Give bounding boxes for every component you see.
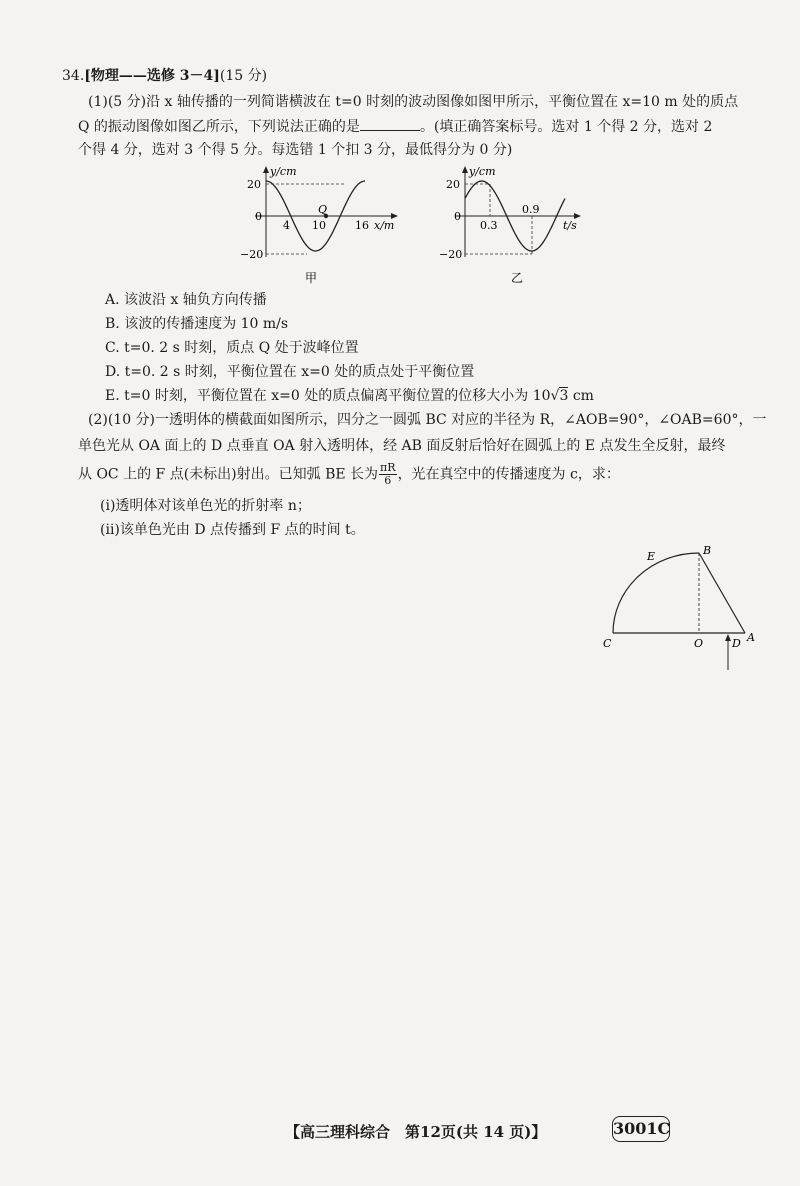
jia-y-bottom: −20: [240, 248, 264, 261]
jia-xlabel: x/m: [374, 219, 395, 232]
jia-point-label: Q: [318, 203, 328, 216]
yi-origin: 0: [454, 210, 461, 223]
label-d: D: [732, 637, 741, 650]
subquestion-2: (ⅱ)该单色光由 D 点传播到 F 点的时间 t。: [100, 522, 365, 538]
fraction-denominator: 6: [384, 474, 392, 487]
yi-tick-03: 0.3: [480, 219, 498, 232]
question-header: [62, 66, 267, 86]
label-c: C: [603, 637, 612, 650]
label-a: A: [747, 631, 755, 644]
jia-ylabel: y/cm: [270, 165, 297, 178]
jia-origin: 0: [255, 210, 262, 223]
part1-line2a: Q 的振动图像如图乙所示，下列说法正确的是: [78, 119, 360, 135]
fraction-numerator: πR: [380, 461, 396, 474]
part2-line2: 单色光从 OA 面上的 D 点垂直 OA 射入透明体，经 AB 面反射后恰好在圆弧上的 E 点发生全反射，最终: [78, 438, 726, 454]
page-footer: 【高三理科综合 第12页(共 14 页)】: [285, 1123, 547, 1141]
label-o: O: [694, 637, 704, 650]
jia-tick-16: 16: [355, 219, 369, 232]
yi-xlabel: t/s: [563, 219, 577, 232]
option-b: B. 该波的传播速度为 10 m/s: [105, 316, 289, 332]
part2-line3-pre: 从 OC 上的 F 点(未标出)射出。已知弧 BE 长为: [78, 466, 379, 483]
part2-line1: (2)(10 分)一透明体的横截面如图所示，四分之一圆弧 BC 对应的半径为 R，∠AOB=90°，∠OAB=60°，一: [88, 412, 767, 428]
part1-line2b: 。(填正确答案标号。选对 1 个得 2 分，选对 2: [419, 119, 713, 135]
jia-y-top: 20: [247, 178, 261, 191]
part2-line3: [78, 462, 620, 487]
geometry-figure: [595, 540, 770, 680]
option-d: D. t=0. 2 s 时刻，平衡位置在 x=0 处的质点处于平衡位置: [105, 364, 475, 380]
quarter-arc-bc: [613, 553, 699, 633]
question-number: 34.: [62, 68, 85, 84]
yi-tick-09: 0.9: [522, 203, 540, 216]
arc-fraction: [379, 462, 397, 487]
yi-ylabel: y/cm: [469, 165, 496, 178]
graph-yi: [420, 162, 600, 284]
light-ray-arrow: [725, 634, 731, 641]
yi-y-arrow: [462, 166, 468, 173]
option-e-root: 3: [559, 388, 569, 404]
option-a: A. 该波沿 x 轴负方向传播: [105, 292, 267, 308]
yi-caption: 乙: [511, 271, 524, 284]
yi-y-bottom: −20: [439, 248, 463, 261]
subquestion-1: (ⅰ)透明体对该单色光的折射率 n；: [100, 498, 311, 514]
jia-y-arrow: [263, 166, 269, 173]
yi-y-top: 20: [446, 178, 460, 191]
graph-jia: [225, 162, 415, 284]
option-c: C. t=0. 2 s 时刻，质点 Q 处于波峰位置: [105, 340, 359, 356]
sqrt-sign: √: [550, 388, 560, 404]
answer-blank[interactable]: [360, 116, 420, 131]
jia-tick-4: 4: [283, 219, 290, 232]
question-tag: [物理——选修 3－4]: [84, 68, 220, 84]
part1-line2: [78, 116, 712, 137]
question-points: (15 分): [219, 68, 268, 84]
exam-code: 3001C: [612, 1116, 670, 1142]
option-e-text: E. t=0 时刻，平衡位置在 x=0 处的质点偏离平衡位置的位移大小为 10: [105, 388, 551, 404]
option-e-unit: cm: [568, 388, 594, 404]
line-ab: [699, 553, 745, 633]
jia-caption: 甲: [305, 271, 318, 284]
jia-tick-10: 10: [312, 219, 326, 232]
part1-line3: 个得 4 分，选对 3 个得 5 分。每选错 1 个扣 3 分，最低得分为 0 分): [78, 142, 513, 158]
part2-line3-post: ，光在真空中的传播速度为 c，求：: [397, 466, 620, 483]
part1-line1: (1)(5 分)沿 x 轴传播的一列简谐横波在 t=0 时刻的波动图像如图甲所示，平衡位置在 x=10 m 处的质点: [88, 94, 739, 110]
label-e: E: [647, 550, 656, 563]
option-e: [105, 386, 594, 406]
label-b: B: [703, 544, 712, 557]
